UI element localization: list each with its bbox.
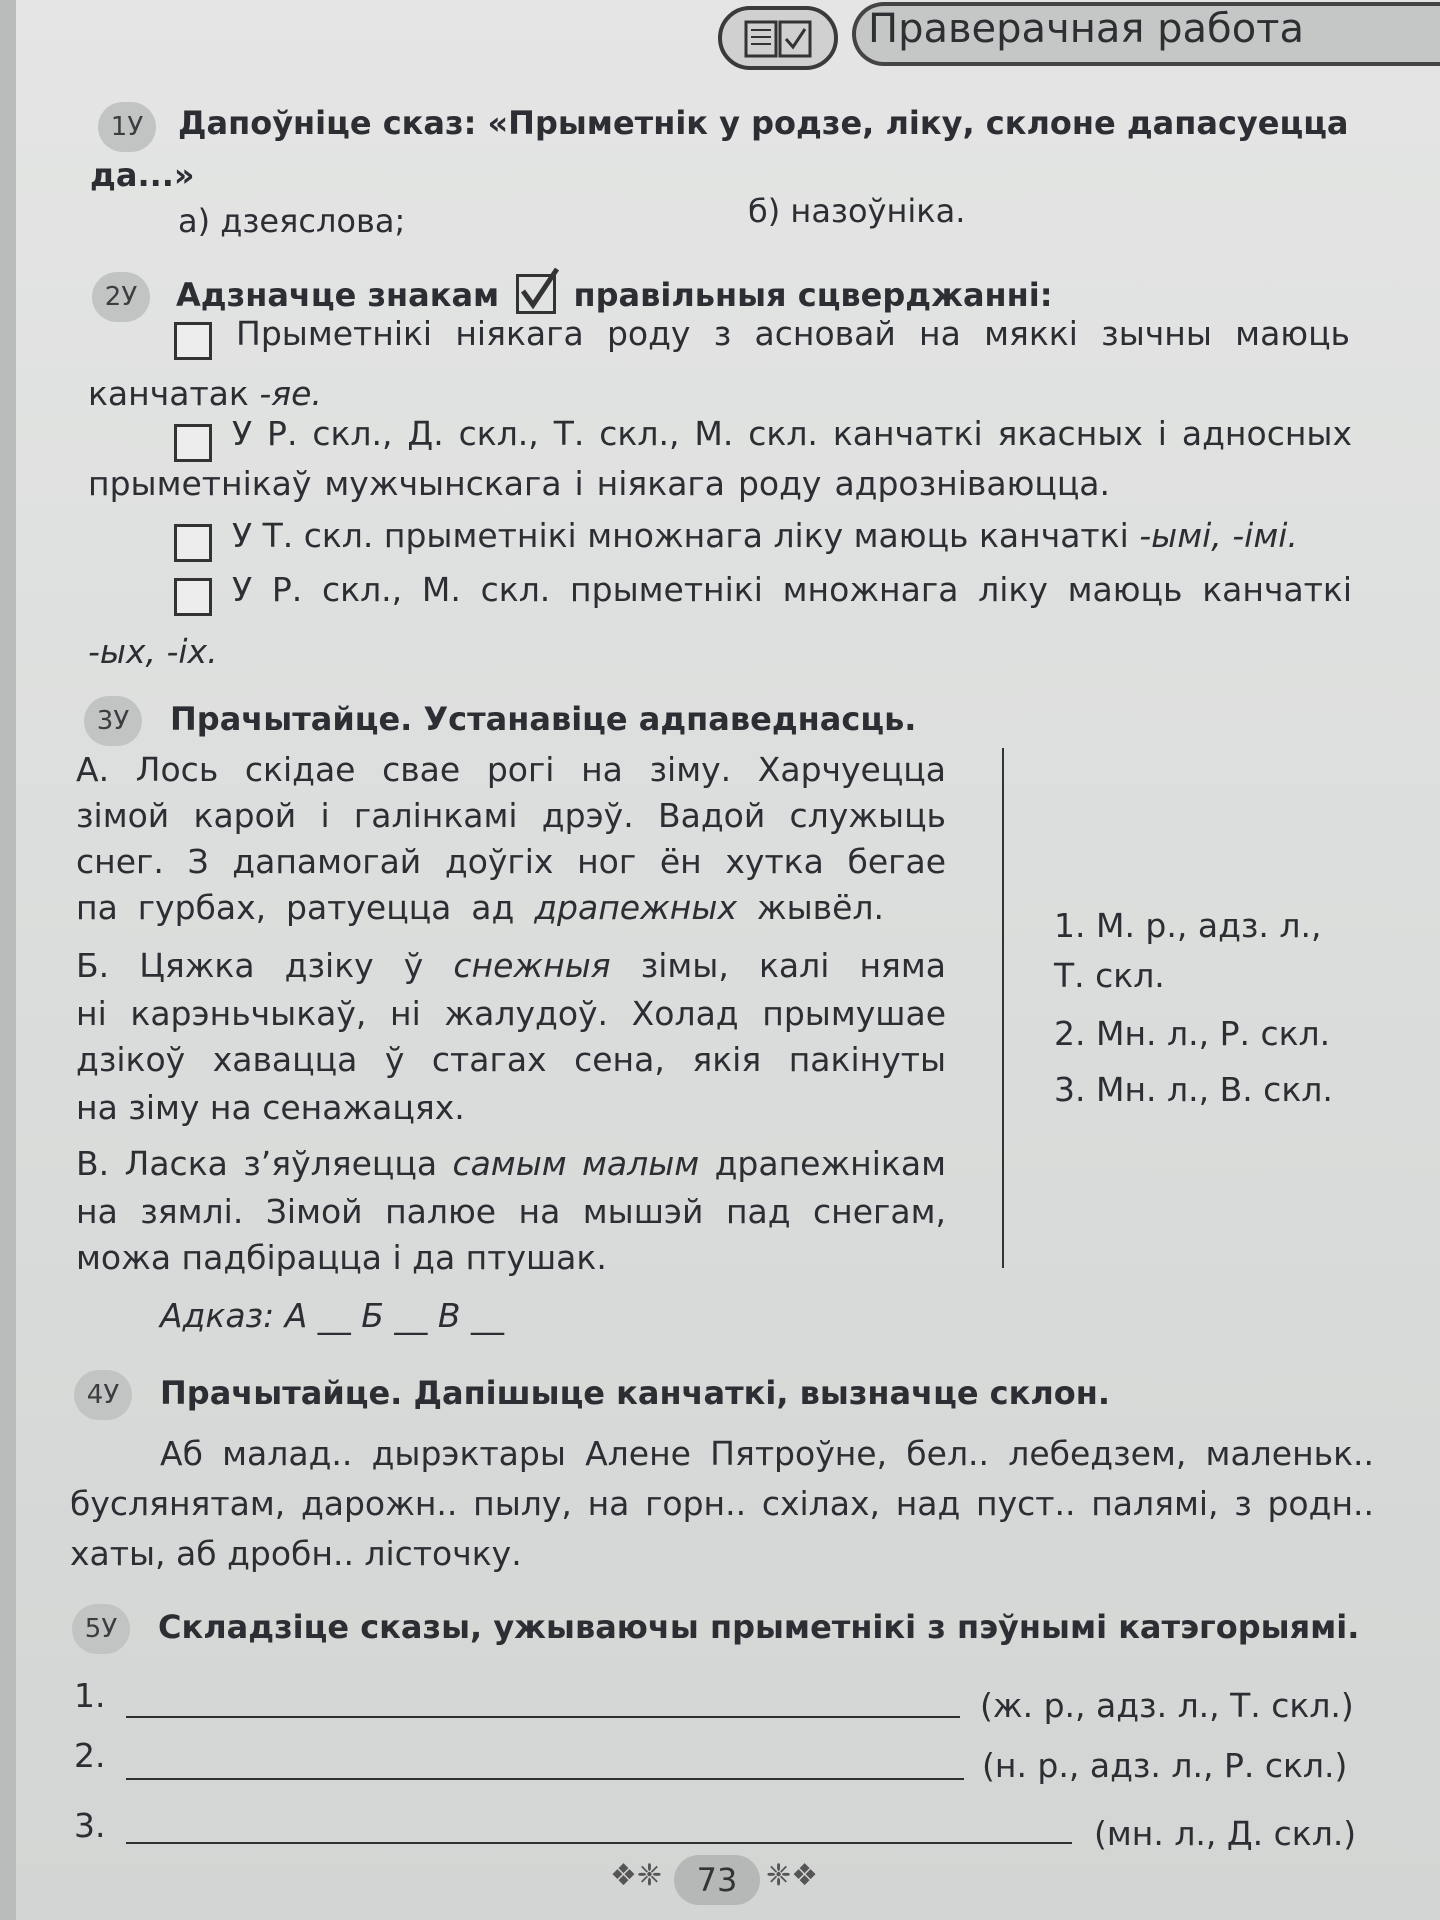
- checkmark-box-icon: [516, 274, 556, 314]
- book-check-icon: [718, 6, 838, 70]
- text-b-line-2: ні карэньчыкаў, ні жалудоў. Холад прымушае: [76, 994, 946, 1033]
- statement-3-text: У Т. скл. прыметнікі множнага ліку маюць канчаткі -ымі, -імі.: [232, 516, 1298, 555]
- text-b-line-4: на зіму на сенажацях.: [76, 1088, 465, 1127]
- task-1-prompt-cont: да...»: [90, 156, 195, 194]
- option-1-line-2: Т. скл.: [1054, 956, 1165, 995]
- task-4-prompt: Прачытайце. Дапішыце канчаткі, вызначце склон.: [160, 1374, 1111, 1412]
- task-4-line-1: Аб малад.. дырэктары Алене Пятроўне, бел.. лебедзем, маленьк..: [160, 1434, 1374, 1473]
- statement-1-checkbox[interactable]: [174, 322, 212, 360]
- ornament-right-icon: ❈❖: [766, 1858, 819, 1893]
- task-1-number: 1У: [98, 102, 156, 152]
- sentence-2-number: 2.: [74, 1736, 106, 1775]
- option-1-line-1: 1. М. р., адз. л.,: [1054, 906, 1322, 945]
- option-2: 2. Мн. л., Р. скл.: [1054, 1014, 1331, 1053]
- text-a-line-1: А. Лось скідае свае рогі на зіму. Харчуецца: [76, 750, 946, 789]
- sentence-1-number: 1.: [74, 1676, 106, 1715]
- ornament-left-icon: ❖❈: [610, 1858, 663, 1893]
- task-2-prompt-b: правільныя сцверджанні:: [573, 276, 1053, 314]
- text-v-line-3: можа падбірацца і да птушак.: [76, 1238, 607, 1277]
- task-1-option-a: а) дзеяслова;: [178, 202, 406, 240]
- sentence-3-category: (мн. л., Д. скл.): [1094, 1814, 1357, 1853]
- task-5-number: 5У: [72, 1604, 130, 1654]
- sentence-2-category: (н. р., адз. л., Р. скл.): [982, 1746, 1348, 1785]
- statement-4-line-2: -ых, -іх.: [88, 632, 218, 671]
- task-4-number: 4У: [74, 1370, 132, 1420]
- sentence-1-input-line[interactable]: [126, 1716, 960, 1718]
- task-1-prompt: Дапоўніце сказ: «Прыметнік у родзе, ліку, склоне дапасуецца: [178, 104, 1349, 142]
- task-2-prompt-a: Адзначце знакам: [176, 276, 500, 314]
- task-1-option-b: б) назоўніка.: [748, 192, 966, 230]
- statement-4-checkbox[interactable]: [174, 578, 212, 616]
- task-4-line-3: хаты, аб дробн.. лісточку.: [70, 1534, 522, 1573]
- page-number: 73: [674, 1855, 760, 1905]
- task-5-prompt: Складзіце сказы, ужываючы прыметнікі з пэўнымі катэгорыямі.: [158, 1608, 1360, 1646]
- text-b-line-1: Б. Цяжка дзіку ў снежныя зімы, калі няма: [76, 946, 946, 985]
- option-3: 3. Мн. л., В. скл.: [1054, 1070, 1333, 1109]
- text-v-line-1: В. Ласка з’яўляецца самым малым драпежнікам: [76, 1144, 946, 1183]
- task-2-number: 2У: [92, 272, 150, 322]
- statement-1-line-2: канчатак -яе.: [88, 374, 322, 413]
- task-4-line-2: буслянятам, дарожн.. пылу, на горн.. схілах, над пуст.. палямі, з родн..: [70, 1484, 1374, 1523]
- page-spine: [0, 0, 16, 1920]
- sentence-2-input-line[interactable]: [126, 1778, 964, 1780]
- text-b-line-3: дзікоў хавацца ў стагах сена, якія пакінуты: [76, 1040, 946, 1079]
- text-a-line-3: снег. З дапамогай доўгіх ног ён хутка бегае: [76, 842, 946, 881]
- statement-4-line-1: У Р. скл., М. скл. прыметнікі множнага ліку маюць канчаткі: [232, 570, 1352, 609]
- task-3-prompt: Прачытайце. Устанавіце адпаведнасць.: [170, 700, 917, 738]
- sentence-3-number: 3.: [74, 1806, 106, 1845]
- text-a-line-2: зімой карой і галінкамі дрэў. Вадой служыць: [76, 796, 946, 835]
- statement-2-line-1: У Р. скл., Д. скл., Т. скл., М. скл. канчаткі якасных і адносных: [232, 414, 1352, 453]
- sentence-1-category: (ж. р., адз. л., Т. скл.): [980, 1686, 1354, 1725]
- text-v-line-2: на зямлі. Зімой палюе на мышэй пад снегам,: [76, 1192, 946, 1231]
- task-3-number: 3У: [84, 696, 142, 746]
- text-a-line-4: па гурбах, ратуецца ад драпежных жывёл.: [76, 888, 885, 927]
- column-divider: [1002, 748, 1004, 1268]
- sentence-3-input-line[interactable]: [126, 1842, 1072, 1844]
- page-title: Праверачная работа: [868, 6, 1304, 52]
- statement-3-checkbox[interactable]: [174, 524, 212, 562]
- statement-2-checkbox[interactable]: [174, 424, 212, 462]
- statement-1-line-1: Прыметнікі ніякага роду з асновай на мяккі зычны маюць: [236, 314, 1350, 353]
- task-3-answer[interactable]: Адказ: А __ Б __ В __: [160, 1296, 505, 1335]
- task-2-prompt: [176, 274, 1053, 314]
- statement-2-line-2: прыметнікаў мужчынскага і ніякага роду адрозніваюцца.: [88, 464, 1110, 503]
